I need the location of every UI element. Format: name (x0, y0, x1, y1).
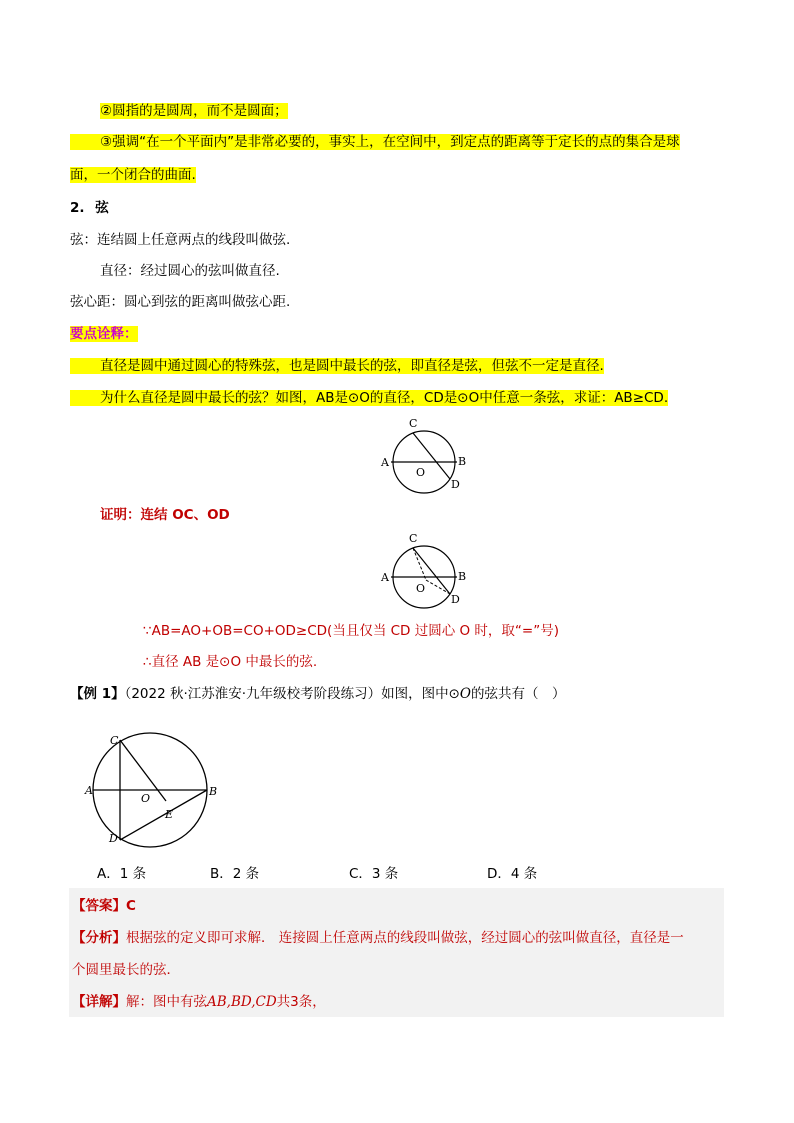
label-o: O (141, 792, 151, 805)
answer-line: 【答案】C (72, 898, 136, 914)
label-d: D (451, 478, 460, 491)
circle-diagram-2 (376, 527, 476, 611)
segment-od (426, 580, 450, 594)
label-b: B (458, 455, 467, 468)
label-b: B (458, 570, 467, 583)
label-b: B (209, 785, 218, 798)
proof-intro: 证明：连结 OC、OD (100, 507, 230, 523)
label-c: C (110, 734, 119, 747)
example-question: 【例 1】（2022 秋·江苏淮安·九年级校考阶段练习）如图，图中⊙O的弦共有（ ） (70, 686, 566, 702)
option-d[interactable]: D．4 条 (487, 866, 538, 882)
note-3-line1: ③强调“在一个平面内”是非常必要的，事实上，在空间中，到定点的距离等于定长的点的集合是球 (70, 132, 680, 152)
option-b[interactable]: B．2 条 (210, 866, 260, 882)
analysis-line2: 个圆里最长的弦． (72, 962, 180, 978)
label-a: A (381, 571, 389, 584)
label-d: D (109, 832, 118, 845)
label-c: C (409, 532, 418, 545)
option-c[interactable]: C．3 条 (349, 866, 399, 882)
chord-definition: 弦：连结圆上任意两点的线段叫做弦. (70, 232, 291, 248)
note-3-line2: 面，一个闭合的曲面. (70, 167, 196, 183)
note-2: ②圆指的是圆周，而不是圆面； (100, 103, 288, 119)
chord-distance-definition: 弦心距：圆心到弦的距离叫做弦心距. (70, 294, 291, 310)
key-point-line2: 为什么直径是圆中最长的弦？如图，AB是⊙O的直径，CD是⊙O中任意一条弦，求证：AB≥CD. (70, 388, 668, 408)
label-d: D (451, 593, 460, 606)
circle-diagram-3 (84, 730, 224, 848)
key-point-line1: 直径是圆中通过圆心的特殊弦，也是圆中最长的弦，即直径是弦，但弦不一定是直径. (70, 356, 604, 376)
proof-step-1: ∵AB=AO+OB=CO+OD≥CD(当且仅当 CD 过圆心 O 时，取“=”号) (143, 623, 559, 639)
proof-step-2: ∴直径 AB 是⊙O 中最长的弦. (143, 654, 318, 670)
diameter-definition: 直径：经过圆心的弦叫做直径. (100, 263, 280, 279)
circle-diagram-1 (376, 412, 476, 496)
label-a: A (381, 456, 389, 469)
option-a[interactable]: A．1 条 (97, 866, 147, 882)
analysis-line1: 【分析】根据弦的定义即可求解． 连接圆上任意两点的线段叫做弦，经过圆心的弦叫做直径，直径是一 (72, 930, 684, 946)
segment-oc (413, 548, 426, 580)
section-heading: 2. 弦 (70, 200, 109, 216)
detail-line: 【详解】解：图中有弦AB,BD,CD共3条， (72, 994, 326, 1010)
label-o: O (416, 582, 426, 595)
label-c: C (409, 417, 418, 430)
key-points-title: 要点诠释： (70, 326, 138, 342)
label-a: A (85, 784, 93, 797)
label-e: E (165, 808, 174, 821)
label-o: O (416, 466, 426, 479)
